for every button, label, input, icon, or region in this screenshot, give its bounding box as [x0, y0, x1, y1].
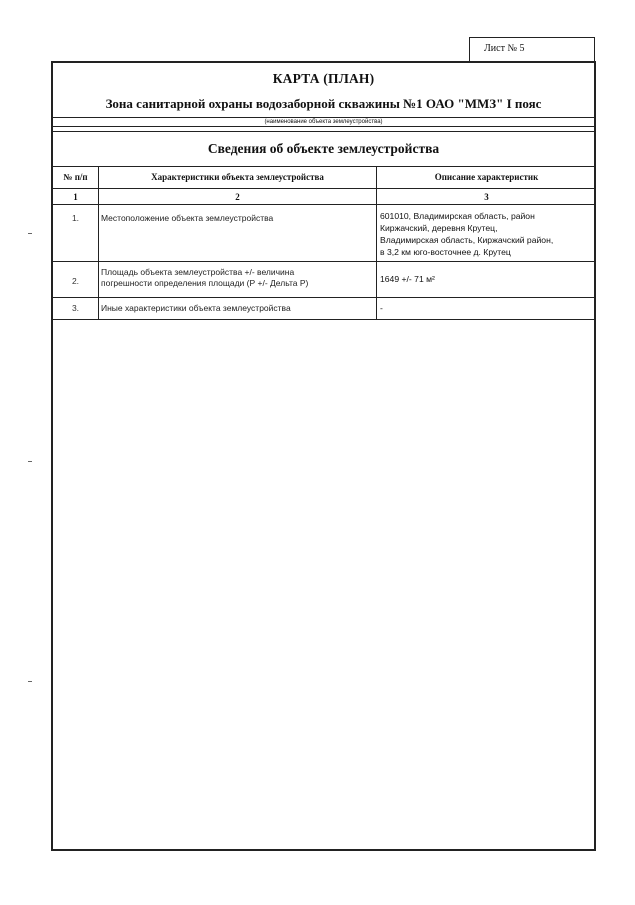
description-cell [380, 210, 553, 258]
characteristic-cell [101, 303, 291, 314]
description-line: 1649 +/- 71 м² [380, 274, 435, 284]
table-line [53, 204, 594, 205]
characteristic-line: Иные характеристики объекта землеустройства [101, 303, 291, 313]
characteristic-line: погрешности определения площади (Р +/- Дельта Р) [101, 278, 309, 288]
scan-mark [28, 233, 32, 234]
table-line [53, 297, 594, 298]
table-line [53, 261, 594, 262]
description-line: 601010, Владимирская область, район [380, 211, 535, 221]
table-line [53, 188, 594, 189]
scan-mark [28, 681, 32, 682]
document-frame [51, 61, 596, 851]
column-header-number: № п/п [63, 172, 88, 182]
characteristic-cell [101, 213, 273, 224]
sheet-number-label: Лист № 5 [469, 37, 595, 61]
row-number: 1. [71, 213, 80, 223]
column-number: 3 [484, 192, 489, 202]
column-header-description: Описание характеристик [434, 172, 539, 182]
table-column-line [376, 166, 377, 319]
column-header-characteristic: Характеристики объекта землеустройства [151, 172, 324, 182]
description-line: в 3,2 км юго-восточнее д. Крутец [380, 247, 511, 257]
row-number: 2. [71, 276, 80, 286]
table-line [53, 166, 594, 167]
row-number: 3. [71, 303, 80, 313]
object-name: Зона санитарной охраны водозаборной скважины №1 ОАО "ММЗ" I пояс [105, 96, 542, 111]
characteristic-line: Площадь объекта землеустройства +/- величина [101, 267, 295, 277]
divider-line [53, 126, 594, 127]
characteristic-cell [101, 267, 308, 289]
description-line: - [380, 303, 383, 313]
table-line [53, 319, 594, 320]
document-title: КАРТА (ПЛАН) [272, 71, 375, 86]
characteristic-line: Местоположение объекта землеустройства [101, 213, 274, 223]
scan-mark [28, 461, 32, 462]
column-number: 1 [73, 192, 78, 202]
description-line: Киржачский, деревня Крутец, [380, 223, 498, 233]
section-title: Сведения об объекте землеустройства [207, 141, 440, 156]
description-line: Владимирская область, Киржачский район, [380, 235, 554, 245]
table-column-line [98, 166, 99, 319]
divider-line [53, 131, 594, 132]
description-cell [380, 302, 383, 314]
description-cell [380, 273, 435, 285]
column-number: 2 [235, 192, 240, 202]
object-name-caption: (наименование объекта землеустройства) [264, 119, 383, 125]
